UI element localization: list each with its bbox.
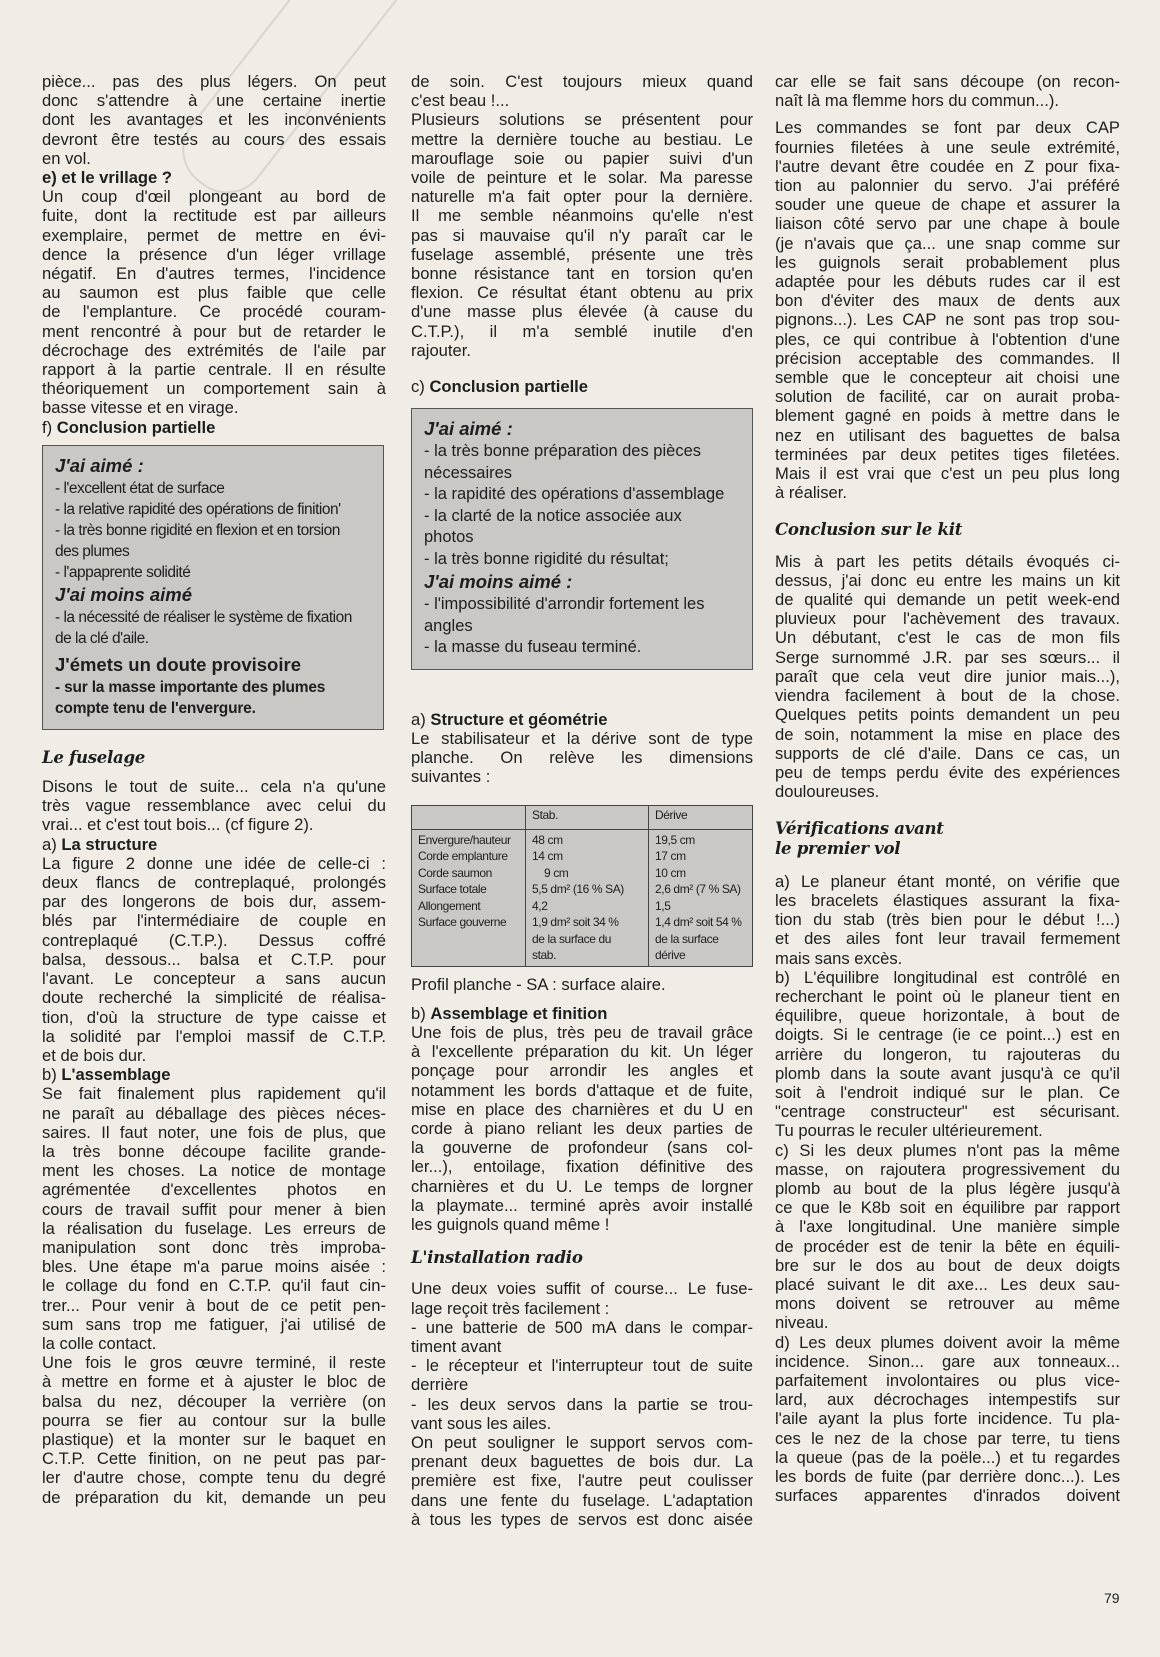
box-moins-title: J'ai moins aimé : <box>424 571 573 593</box>
conclusion-heading <box>42 418 386 437</box>
text-line: ler...), entoilage, fixation définitive des <box>411 1157 753 1177</box>
text-line: C.T.P.), il m'a semblé inutile d'en <box>411 321 753 341</box>
text-line: plomb dans la soute avant jusqu'à ce qu'il <box>775 1063 1120 1083</box>
text-line: douloureuses. <box>775 782 880 802</box>
text-line: l'avant. Le concepteur a sans aucun <box>42 969 386 989</box>
text-line: ces le nez de la chose par terre, tu tiens <box>775 1428 1120 1448</box>
text-line: Un débutant, c'est le cas de mon fils <box>775 628 1120 648</box>
text-line: Quelques petits points demandent un peu <box>775 705 1120 725</box>
assemblage-text <box>42 1084 386 1506</box>
text-line: semble que le concepteur ait choisi une <box>775 368 1120 388</box>
text-line: fuselage assemblé, présente une très <box>411 244 753 264</box>
text-line: théoriquement un comportement sain à <box>42 379 386 399</box>
box-item: - la très bonne rigidité en flexion et en torsion <box>55 521 340 539</box>
table-labels <box>412 829 526 966</box>
text-line: Il me semble néanmoins qu'elle n'est <box>411 206 753 226</box>
text-line: et de bois dur. <box>42 1045 147 1065</box>
table-cell: de la surface du <box>532 931 611 946</box>
text-line: les guignols serait probablement plus <box>775 252 1120 272</box>
text-line: doigts. Si le centrage (ie ce point...) est en <box>775 1025 1120 1045</box>
finition-text <box>411 1023 753 1234</box>
text-line: précision acceptable des commandes. Il <box>775 348 1120 368</box>
table-cell: 9 cm <box>544 865 569 880</box>
dimensions-table <box>411 805 753 967</box>
text-line: deux flancs de contreplaqué, prolongés <box>42 873 386 893</box>
text-line: exemplaire, permet de mettre en évi- <box>42 225 386 245</box>
col2-intro <box>411 72 753 360</box>
text-line: la gouverne de profondeur (sans col- <box>411 1138 753 1158</box>
text-line: plomb au bout de la plus légère jusqu'à <box>775 1178 1120 1198</box>
text-line: Se fait finalement plus rapidement qu'il <box>42 1084 386 1104</box>
text-line: la playmate... terminé après avoir installé <box>411 1195 753 1215</box>
text-line: tion au palonnier du servo. J'ai préféré <box>775 176 1120 196</box>
table-cell: 48 cm <box>532 832 563 847</box>
text-line: marouflage soie ou papier suivi d'un <box>411 148 753 168</box>
radio-heading: L'installation radio <box>411 1247 583 1268</box>
text-line: en vol. <box>42 148 91 168</box>
text-line: lard, aux décrochages intempestifs sur <box>775 1390 1120 1410</box>
table-cell: Allongement <box>418 898 481 913</box>
text-line: les bracelets élastiques assurant la fixa- <box>775 890 1120 910</box>
text-line: ples, ce qui contribue à l'obtention d'une <box>775 329 1120 349</box>
text-line: pourra se fier au contour sur la bulle <box>42 1410 386 1430</box>
page-number: 79 <box>1104 1590 1120 1606</box>
text-line: la solidité par l'emploi massif de C.T.P. <box>42 1026 386 1046</box>
text-line: négatif. En d'autres termes, l'incidence <box>42 264 386 284</box>
text-line: dont les avantages et les inconvénients <box>42 110 386 130</box>
text-line: derrière <box>411 1375 469 1395</box>
text-line: équilibre, queue horizontale, à bout de <box>775 1006 1120 1026</box>
text-line: balsa du nez, découper la verrière (on <box>42 1391 386 1411</box>
text-line: c'est beau !... <box>411 91 510 111</box>
text-line: flexion. Ce résultat étant obtenu au prix <box>411 283 753 303</box>
text-line: l'aile ayant la plus forte incidence. Tu pla- <box>775 1409 1120 1429</box>
text-line: suivantes : <box>411 767 491 787</box>
text-line: ment rencontré à pour but de retarder le <box>42 321 386 341</box>
table-cell: Surface gouverne <box>418 915 507 930</box>
heading-text: La structure <box>61 834 158 854</box>
table-cell: Corde emplanture <box>418 849 508 864</box>
text-line: arrière du longeron, tu rajouteras du <box>775 1044 1120 1064</box>
text-line: la très bonne découpe facilite grande- <box>42 1141 386 1161</box>
text-line: balsa, dessous... balsa et C.T.P. pour <box>42 949 386 969</box>
text-line: bles. Une étape m'a parue moins aisée : <box>42 1257 386 1277</box>
text-line: devront être testés au cours des essais <box>42 129 386 149</box>
text-line: l'autre devant être coudée en Z pour fixa- <box>775 156 1120 176</box>
fuselage-intro <box>42 777 386 835</box>
table-cell: 4,2 <box>532 898 548 913</box>
heading-text: Conclusion partielle <box>56 417 216 437</box>
commandes-text <box>775 118 1120 502</box>
text-line: planche. On relève les dimensions <box>411 748 753 768</box>
box-item: des plumes <box>55 542 130 560</box>
text-line: fournies filetées à une seule extrémité, <box>775 137 1120 157</box>
text-line: rajouter. <box>411 340 471 360</box>
text-line: pignons...). Les CAP ne sont pas trop sou- <box>775 310 1120 330</box>
conclusion-heading <box>411 377 753 396</box>
heading-prefix: b) <box>42 1065 62 1085</box>
heading-text: Structure et géométrie <box>430 709 608 729</box>
table-cell: Envergure/hauteur <box>418 832 511 847</box>
text-line: soit à l'endroit indiqué sur le plan. Ce <box>775 1082 1120 1102</box>
text-line: Les commandes se font par deux CAP <box>775 118 1120 138</box>
text-line: au saumon est plus faible que celle <box>42 283 386 303</box>
text-line: fuite, dont la rectitude est par ailleurs <box>42 206 386 226</box>
heading-prefix: b) <box>411 1003 431 1023</box>
text-line: blement gagné en poids à mettre dans le <box>775 406 1120 426</box>
text-line: Serge surnommé J.R. par ses sœurs... il <box>775 647 1120 667</box>
table-cell: 14 cm <box>532 849 563 864</box>
text-line: Un coup d'œil plongeant au bord de <box>42 187 386 207</box>
heading-text: L'assemblage <box>61 1065 171 1085</box>
text-line: paraît que cela veut dire junior mais...), <box>775 666 1120 686</box>
text-line: - les deux servos dans la partie se trou- <box>411 1394 753 1414</box>
text-line: - une batterie de 500 mA dans le compar- <box>411 1317 753 1337</box>
table-stab-values <box>526 829 649 966</box>
text-line: plastique) et la monter sur le baquet en <box>42 1429 386 1449</box>
heading-text: Assemblage et finition <box>430 1003 608 1023</box>
table-header-cell: Dérive <box>649 805 753 829</box>
text-line: première est fixe, l'autre peut coulisser <box>411 1471 753 1491</box>
text-line: vrai... et c'est tout bois... (cf figure 2). <box>42 815 314 835</box>
text-line: parfaitement involontaires ou plus vice- <box>775 1371 1120 1390</box>
box-item: - la rapidité des opérations d'assemblage <box>424 485 725 504</box>
heading-prefix: a) <box>411 709 431 729</box>
text-line: notamment les bords d'attaque et de fuite, <box>411 1080 753 1100</box>
text-line: à l'axe longitudinal. Une manière simple <box>775 1217 1120 1237</box>
text-line: cours de travail suffit pour mener à bien <box>42 1199 386 1219</box>
text-line: blés par l'intermédiaire de couple en <box>42 911 386 931</box>
text-line: tion du stab (très bien pour le début !...) <box>775 910 1120 930</box>
box-item: angles <box>424 616 473 635</box>
text-line: à l'excellente préparation du kit. Un léger <box>411 1042 753 1062</box>
text-line: dence la présence d'un léger vrillage <box>42 244 386 264</box>
text-line: nez en utilisant des baguettes de balsa <box>775 425 1120 445</box>
box-item: - l'excellent état de surface <box>55 479 225 497</box>
assemblage-heading <box>42 1065 386 1084</box>
kit-conclusion-text <box>775 552 1120 802</box>
text-line: le collage du fond en C.T.P. qu'il faut cin- <box>42 1276 386 1296</box>
text-line: "centrage constructeur" est sécurisant. <box>775 1102 1120 1122</box>
table-cell: 1,5 <box>655 898 671 913</box>
box-item: - la relative rapidité des opérations de finition' <box>55 500 341 518</box>
col1-intro <box>42 72 386 168</box>
text-line: Plusieurs solutions se présentent pour <box>411 110 753 130</box>
box-item: de la clé d'aile. <box>55 629 149 647</box>
text-line: charnières et du U. Le temps de lorgner <box>411 1176 753 1196</box>
heading-prefix: f) <box>42 417 57 437</box>
table-cell: Surface totale <box>418 882 487 897</box>
text-line: mettre la dernière touche au bestiau. Le <box>411 129 753 149</box>
box-aime-title: J'ai aimé : <box>424 418 513 440</box>
text-line: C.T.P. Cette finition, on ne peut pas par- <box>42 1449 386 1469</box>
heading-text: Conclusion partielle <box>429 377 589 397</box>
text-line: On peut souligner le support servos com- <box>411 1433 753 1453</box>
box-aime-title: J'ai aimé : <box>55 454 144 476</box>
text-line: voile de peinture et le solar. Ma paresse <box>411 168 753 188</box>
text-line: dans une fente du fuselage. L'adaptation <box>411 1490 753 1510</box>
text-line: surfaces apparentes d'inrados doivent <box>775 1486 1120 1506</box>
box-item: - la masse du fuseau terminé. <box>424 638 642 657</box>
box-item: compte tenu de l'envergure. <box>55 699 256 717</box>
table-cell: 19,5 cm <box>655 832 695 847</box>
vrillage-heading: e) et le vrillage ? <box>42 168 173 188</box>
text-line: pas si mauvaise qu'il n'y paraît car le <box>411 225 753 245</box>
text-line: à réaliser. <box>775 483 847 503</box>
text-line: peu de temps perdu évite des expériences <box>775 762 1120 782</box>
text-line: trer... Pour venir à bout de ce petit pen- <box>42 1295 386 1315</box>
text-line: Disons le tout de suite... cela n'a qu'une <box>42 777 386 797</box>
text-line: bon d'éviter des maux de dents aux <box>775 291 1120 311</box>
text-line: d) Les deux plumes doivent avoir la même <box>775 1332 1120 1352</box>
text-line: pièce... pas des plus légers. On peut <box>42 72 386 91</box>
box-item: - la clarté de la notice associée aux <box>424 506 682 525</box>
text-line: timent avant <box>411 1337 502 1357</box>
column-3 <box>775 72 1120 1505</box>
table-header-cell: Stab. <box>526 805 649 829</box>
box-item: photos <box>424 528 474 547</box>
table-row <box>412 829 753 966</box>
fuselage-heading: Le fuselage <box>42 746 146 767</box>
text-line: b) L'équilibre longitudinal est contrôlé en <box>775 967 1120 987</box>
text-line: placé suivant le dit axe... Les deux sau- <box>775 1274 1120 1294</box>
text-line: la réalisation du fuselage. Les erreurs de <box>42 1218 386 1238</box>
text-line: niveau. <box>775 1313 829 1333</box>
table-header-row <box>412 805 753 829</box>
table-cell: stab. <box>532 948 557 963</box>
box-item: nécessaires <box>424 463 513 482</box>
text-line: Une fois le gros œuvre terminé, il reste <box>42 1353 386 1373</box>
text-line: manipulation sont donc très improba- <box>42 1237 386 1257</box>
text-line: Une deux voies suffit of course... Le fuse- <box>411 1279 753 1299</box>
radio-text <box>411 1279 753 1529</box>
text-line: la colle contact. <box>42 1333 157 1353</box>
text-line: les bords de fuite (par derrière donc...). Les <box>775 1467 1120 1487</box>
text-line: adaptée pour les débuts rudes car il est <box>775 272 1120 292</box>
table-caption: Profil planche - SA : surface alaire. <box>411 974 666 994</box>
text-line: ce que le K8b soit en équilibre par rapport <box>775 1198 1120 1218</box>
text-line: Une fois de plus, très peu de travail grâce <box>411 1022 753 1042</box>
structure-text <box>42 854 386 1065</box>
text-line: ment les choses. La notice de montage <box>42 1161 386 1181</box>
text-line: de préparation du kit, demande un peu <box>42 1487 386 1507</box>
text-line: par des longerons de bois dur, assem- <box>42 892 386 912</box>
table-cell: 1,4 dm² soit 54 % <box>655 915 742 930</box>
text-line: Le stabilisateur et la dérive sont de type <box>411 728 753 748</box>
text-line: bre sur le dos au bout de deux doigts <box>775 1255 1120 1275</box>
box-item: - la très bonne préparation des pièces <box>424 442 702 461</box>
text-line: Tu pourras le reculer ultérieurement. <box>775 1121 1043 1141</box>
text-line: mais sans excès. <box>775 948 903 968</box>
text-line: pluvieux pour l'achèvement des travaux. <box>775 609 1120 629</box>
text-line: naît là ma flemme hors du commun...). <box>775 91 1060 111</box>
summary-box <box>411 408 753 670</box>
text-line: naturelle m'a fait opter pour la dernière. <box>411 187 753 207</box>
text-line: la queue (pas de la poële...) et tu regardes <box>775 1447 1120 1467</box>
text-line: mons doivent se retrouver au même <box>775 1294 1120 1314</box>
table-cell: 2,6 dm² (7 % SA) <box>655 882 741 897</box>
text-line: liaison côté servo par une chape à boule <box>775 214 1120 234</box>
text-line: sum sans trop me fatiguer, j'ai utilisé de <box>42 1314 386 1334</box>
box-moins-title: J'ai moins aimé <box>55 583 193 605</box>
text-line: tion, d'où la structure de type caisse et <box>42 1007 386 1027</box>
table-cell: 17 cm <box>655 849 686 864</box>
text-line: ler d'autre chose, compte tenu du degré <box>42 1468 386 1488</box>
text-line: Mis à part les petits détails évoqués ci- <box>775 551 1120 571</box>
text-line: supports de clé d'aile. Dans ce cas, un <box>775 743 1120 763</box>
text-line: de soin, notamment la mise en place des <box>775 724 1120 744</box>
verifications-heading-line2: le premier vol <box>775 837 901 858</box>
heading-prefix: a) <box>42 834 62 854</box>
text-line: ponçage pour arrondir les angles et <box>411 1061 753 1081</box>
text-line: de soin. C'est toujours mieux quand <box>411 72 753 91</box>
text-line: prenant deux baguettes de bois dur. La <box>411 1452 753 1472</box>
text-line: corde à piano reliant les deux parties de <box>411 1118 753 1138</box>
column-2 <box>411 72 753 1529</box>
box-item: - la très bonne rigidité du résultat; <box>424 549 669 568</box>
text-line: incidence. Sinon... gare aux tonneaux... <box>775 1351 1120 1371</box>
text-line: de procéder est de tenir la bête en équili- <box>775 1236 1120 1256</box>
text-line: très vague ressemblance avec celui du <box>42 796 386 816</box>
text-line: viendra facilement à bout de la chose. <box>775 686 1120 706</box>
box-item: - sur la masse importante des plumes <box>55 678 326 696</box>
text-line: agrémentée d'excellentes photos en <box>42 1180 386 1200</box>
box-item: - l'impossibilité d'arrondir fortement les <box>424 595 705 614</box>
text-line: dessus, j'ai donc eu entre les mains un kit <box>775 570 1120 590</box>
text-line: Mais il est vrai que c'est un peu plus long <box>775 464 1120 484</box>
structure-heading <box>42 835 386 854</box>
text-line: à mettre en forme et à ajuster le bloc de <box>42 1372 386 1392</box>
text-line: mise en place des charnières et du U en <box>411 1099 753 1119</box>
text-line: a) Le planeur étant monté, on vérifie que <box>775 871 1120 891</box>
text-line: d'une masse plus élevée (à cause du <box>411 302 753 322</box>
col3-intro <box>775 72 1120 110</box>
table-header-cell <box>412 805 526 829</box>
text-line: et des ailes font leur travail fermement <box>775 929 1120 949</box>
table-cell: 10 cm <box>655 865 686 880</box>
text-line: rapport à la partie centrale. Il en résulte <box>42 360 386 380</box>
text-line: recherchant le point où le planeur tient en <box>775 986 1120 1006</box>
text-line: ne paraît au déballage des pièces néces- <box>42 1103 386 1123</box>
text-line: basse vitesse et en virage. <box>42 398 239 418</box>
kit-conclusion-heading: Conclusion sur le kit <box>775 519 963 540</box>
box-doute-title: J'émets un doute provisoire <box>55 653 301 675</box>
summary-box <box>42 445 384 730</box>
column-1 <box>42 72 386 1507</box>
text-line: donc s'attendre à une certaine inertie <box>42 91 386 111</box>
text-line: - le récepteur et l'interrupteur tout de suite <box>411 1356 753 1376</box>
table-cell: 1,9 dm² soit 34 % <box>532 915 619 930</box>
text-line: souder une queue de chape et assurer la <box>775 195 1120 215</box>
text-line: bonne résistance tant en torsion qu'en <box>411 264 753 284</box>
text-line: La figure 2 donne une idée de celle-ci : <box>42 853 386 873</box>
box-item: - l'appaprente solidité <box>55 563 191 581</box>
text-line: saires. Il faut noter, une fois de plus, que <box>42 1122 386 1142</box>
text-line: masse, on rajoutera progressivement du <box>775 1159 1120 1179</box>
heading-prefix: c) <box>411 377 430 397</box>
vrillage-text <box>42 187 386 417</box>
text-line: à tous les types de servos est donc aisée <box>411 1509 753 1529</box>
text-line: car elle se fait sans découpe (on recon- <box>775 72 1120 91</box>
text-line: terminées par deux petites tiges filetées. <box>775 444 1120 464</box>
text-line: les guignols quand même ! <box>411 1215 610 1234</box>
text-line: vant sous les ailes. <box>411 1413 552 1433</box>
text-line: solution de facilité, car on aurait proba- <box>775 387 1120 407</box>
table-cell: Corde saumon <box>418 865 492 880</box>
box-item: - la nécessité de réaliser le système de fixation <box>55 608 352 626</box>
text-line: de l'emplanture. Ce procédé couram- <box>42 302 386 322</box>
table-derive-values <box>649 829 753 966</box>
table-cell: de la surface dérive <box>655 931 719 963</box>
text-line: (je n'avais que ça... une snap comme sur <box>775 233 1120 253</box>
finition-heading <box>411 1004 753 1023</box>
structure-geometrie-text <box>411 729 753 787</box>
verifications-heading: Vérifications avant <box>775 818 944 839</box>
table-cell: 5,5 dm² (16 % SA) <box>532 882 624 897</box>
text-line: décrochage des extrémités de l'aile par <box>42 340 386 360</box>
text-line: de qualité qui demande un petit week-end <box>775 590 1120 610</box>
text-line: lage reçoit très facilement : <box>411 1298 610 1318</box>
text-line: doute recherché la simplicité de réalisa- <box>42 988 386 1008</box>
verifications-text <box>775 872 1120 1506</box>
text-line: c) Si les deux plumes n'ont pas la même <box>775 1140 1120 1160</box>
text-line: contreplaqué (C.T.P.). Dessus coffré <box>42 930 386 950</box>
structure-geometrie-heading <box>411 710 753 729</box>
